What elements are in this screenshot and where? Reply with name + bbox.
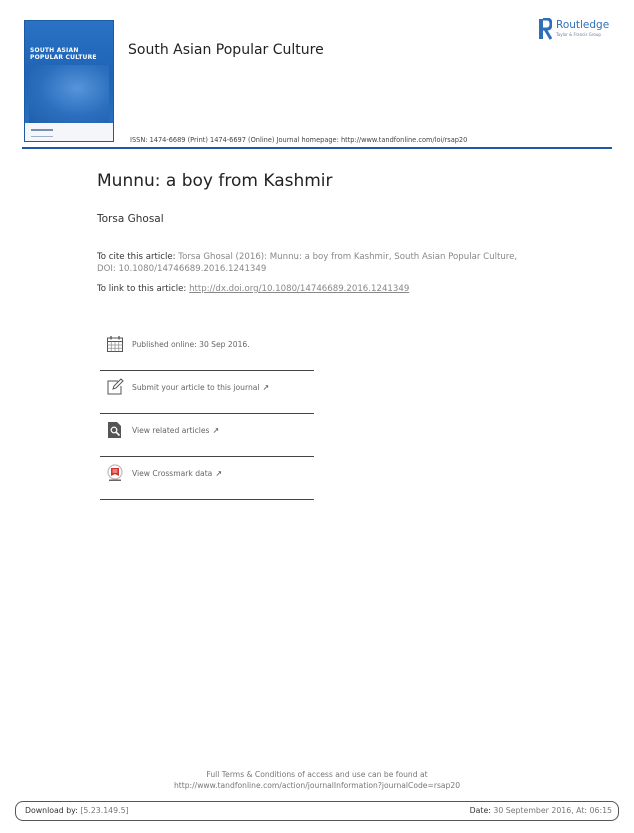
info-row-crossmark[interactable] bbox=[100, 457, 314, 500]
crossmark-label: View Crossmark data bbox=[132, 469, 213, 478]
journal-title[interactable]: South Asian Popular Culture bbox=[128, 42, 324, 58]
download-info-bar bbox=[15, 801, 619, 821]
external-link-icon: ↗ bbox=[212, 426, 220, 435]
download-date bbox=[470, 806, 612, 815]
cover-footer bbox=[25, 123, 113, 141]
date-label: Date: bbox=[469, 806, 491, 815]
calendar-icon bbox=[106, 335, 124, 353]
download-by bbox=[25, 806, 129, 815]
cover-photo bbox=[29, 65, 109, 123]
info-row-related[interactable] bbox=[100, 414, 314, 457]
citation-block bbox=[97, 251, 527, 275]
download-label: Download by: bbox=[25, 806, 78, 815]
article-info-box bbox=[100, 328, 314, 500]
related-articles-label: View related articles bbox=[132, 426, 210, 435]
publisher-subtitle: Taylor & Francis Group bbox=[556, 32, 601, 37]
terms-notice bbox=[0, 769, 634, 791]
crossmark-icon bbox=[106, 464, 124, 482]
link-label: To link to this article: bbox=[97, 284, 187, 294]
link-block bbox=[97, 284, 409, 294]
header-divider bbox=[22, 147, 612, 149]
edit-icon bbox=[106, 378, 124, 396]
cite-doi-link[interactable]: 10.1080/14746689.2016.1241349 bbox=[118, 264, 267, 274]
cover-title-line1: SOUTH ASIAN bbox=[30, 47, 79, 54]
routledge-logo-icon bbox=[538, 18, 552, 40]
info-row-published bbox=[100, 328, 314, 371]
article-title: Munnu: a boy from Kashmir bbox=[97, 171, 333, 191]
search-document-icon bbox=[106, 421, 124, 439]
publisher-name: Routledge bbox=[556, 19, 610, 31]
info-row-submit[interactable] bbox=[100, 371, 314, 414]
journal-homepage-link[interactable]: http://www.tandfonline.com/loi/rsap20 bbox=[340, 136, 468, 144]
cover-title-line2: POPULAR CULTURE bbox=[30, 54, 97, 61]
submit-article-link[interactable] bbox=[132, 383, 269, 392]
cover-title bbox=[30, 47, 97, 61]
external-link-icon: ↗ bbox=[215, 469, 223, 478]
article-author: Torsa Ghosal bbox=[97, 213, 164, 225]
terms-line: Full Terms & Conditions of access and use can be found at bbox=[206, 770, 428, 779]
cover-publisher-logo bbox=[31, 129, 53, 137]
published-date-text: Published online: 30 Sep 2016. bbox=[132, 340, 250, 349]
cite-label: To cite this article: bbox=[97, 252, 176, 262]
submit-article-label: Submit your article to this journal bbox=[132, 383, 260, 392]
related-articles-link[interactable] bbox=[132, 426, 219, 435]
terms-url-link[interactable]: http://www.tandfonline.com/action/journalInformation?journalCode=rsap20 bbox=[173, 781, 461, 790]
issn-text: ISSN: 1474-6689 (Print) 1474-6697 (Online) Journal homepage: bbox=[130, 136, 341, 144]
cite-text: Torsa Ghosal (2016): Munnu: a boy from Kashmir, South Asian Popular Culture, DOI: bbox=[97, 252, 518, 274]
external-link-icon: ↗ bbox=[262, 383, 270, 392]
crossmark-link[interactable] bbox=[132, 469, 222, 478]
article-doi-link[interactable]: http://dx.doi.org/10.1080/14746689.2016.1241349 bbox=[189, 284, 410, 294]
journal-cover-image bbox=[24, 20, 114, 142]
publisher-logo bbox=[538, 18, 618, 42]
download-ip: [5.23.149.5] bbox=[80, 806, 129, 815]
issn-line bbox=[130, 136, 467, 144]
date-value: 30 September 2016, At: 06:15 bbox=[493, 806, 612, 815]
